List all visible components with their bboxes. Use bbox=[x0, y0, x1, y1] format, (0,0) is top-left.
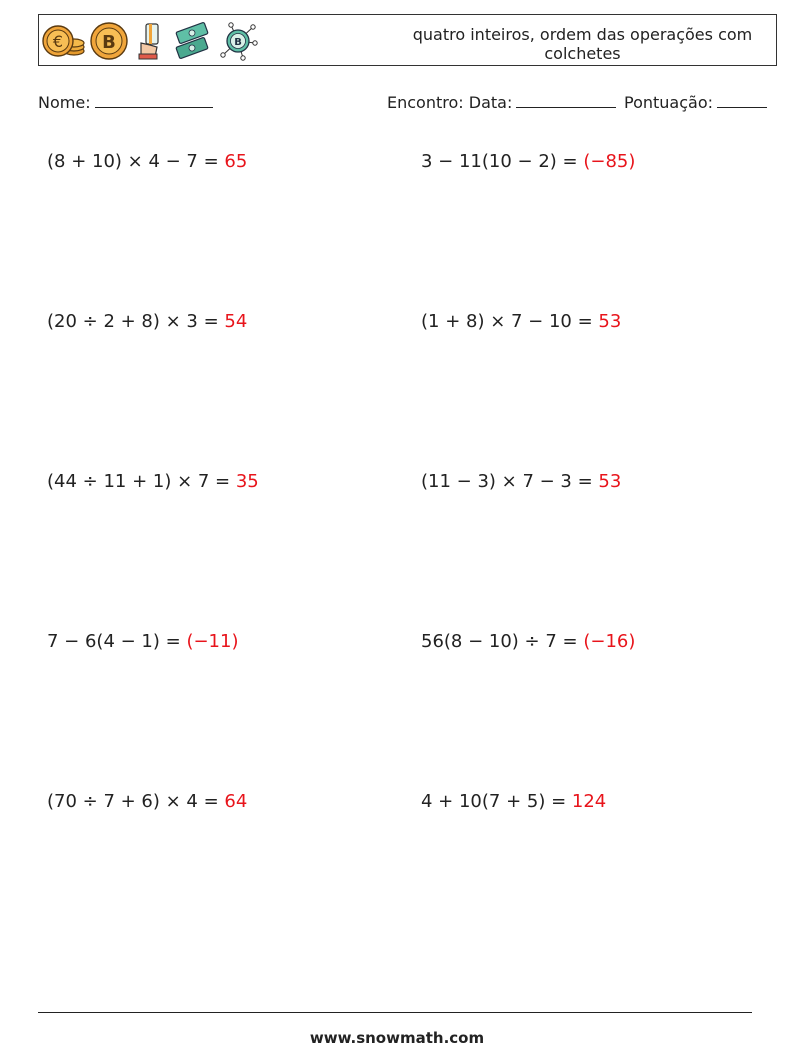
problem-expression: (8 + 10) × 4 − 7 = bbox=[47, 151, 225, 172]
svg-text:€: € bbox=[52, 32, 64, 51]
euro-coins-icon bbox=[41, 23, 85, 59]
problem-answer: 124 bbox=[571, 791, 607, 812]
problem-expression: (11 − 3) × 7 − 3 = bbox=[421, 471, 599, 492]
problem-2 bbox=[421, 151, 635, 172]
problem-answer: (−85) bbox=[583, 151, 636, 172]
problem-expression: (20 ÷ 2 + 8) × 3 = bbox=[47, 311, 225, 332]
problem-answer: 53 bbox=[598, 311, 622, 332]
problem-expression: 4 + 10(7 + 5) = bbox=[421, 791, 572, 812]
worksheet-header bbox=[38, 14, 777, 66]
problem-expression: 56(8 − 10) ÷ 7 = bbox=[421, 631, 584, 652]
footer-divider bbox=[38, 1012, 752, 1013]
crypto-network-coin-icon bbox=[217, 21, 259, 61]
problem-answer: 54 bbox=[224, 311, 248, 332]
problem-answer: (−11) bbox=[186, 631, 239, 652]
header-icons bbox=[41, 20, 259, 62]
problem-7 bbox=[47, 631, 238, 652]
problem-expression: (44 ÷ 11 + 1) × 7 = bbox=[47, 471, 236, 492]
name-blank bbox=[95, 93, 213, 108]
problem-5 bbox=[47, 471, 259, 492]
problem-answer: 53 bbox=[598, 471, 622, 492]
svg-text:B: B bbox=[234, 37, 242, 48]
money-bills-icon bbox=[171, 21, 213, 61]
date-field bbox=[387, 93, 616, 112]
score-field bbox=[624, 93, 767, 112]
problem-expression: 3 − 11(10 − 2) = bbox=[421, 151, 584, 172]
problem-answer: 35 bbox=[235, 471, 259, 492]
problem-expression: (70 ÷ 7 + 6) × 4 = bbox=[47, 791, 225, 812]
problem-1 bbox=[47, 151, 247, 172]
name-label: Nome: bbox=[38, 93, 91, 112]
problem-10 bbox=[421, 791, 606, 812]
meeting-date-label: Encontro: Data: bbox=[387, 93, 513, 112]
footer-site-link[interactable]: www.snowmath.com bbox=[309, 1029, 485, 1047]
problem-3 bbox=[47, 311, 247, 332]
problem-expression: (1 + 8) × 7 − 10 = bbox=[421, 311, 599, 332]
card-in-hand-icon bbox=[133, 21, 167, 61]
problem-8 bbox=[421, 631, 635, 652]
svg-text:B: B bbox=[102, 32, 116, 53]
name-field bbox=[38, 93, 213, 112]
problem-answer: (−16) bbox=[583, 631, 636, 652]
worksheet-title: quatro inteiros, ordem das operações com colchetes bbox=[412, 25, 753, 63]
bitcoin-coin-icon bbox=[89, 21, 129, 61]
problem-answer: 65 bbox=[224, 151, 248, 172]
date-blank bbox=[516, 93, 616, 108]
score-blank bbox=[717, 93, 767, 108]
score-label: Pontuação: bbox=[624, 93, 714, 112]
problem-4 bbox=[421, 311, 621, 332]
problem-expression: 7 − 6(4 − 1) = bbox=[47, 631, 187, 652]
problem-answer: 64 bbox=[224, 791, 248, 812]
problem-9 bbox=[47, 791, 247, 812]
problem-6 bbox=[421, 471, 621, 492]
